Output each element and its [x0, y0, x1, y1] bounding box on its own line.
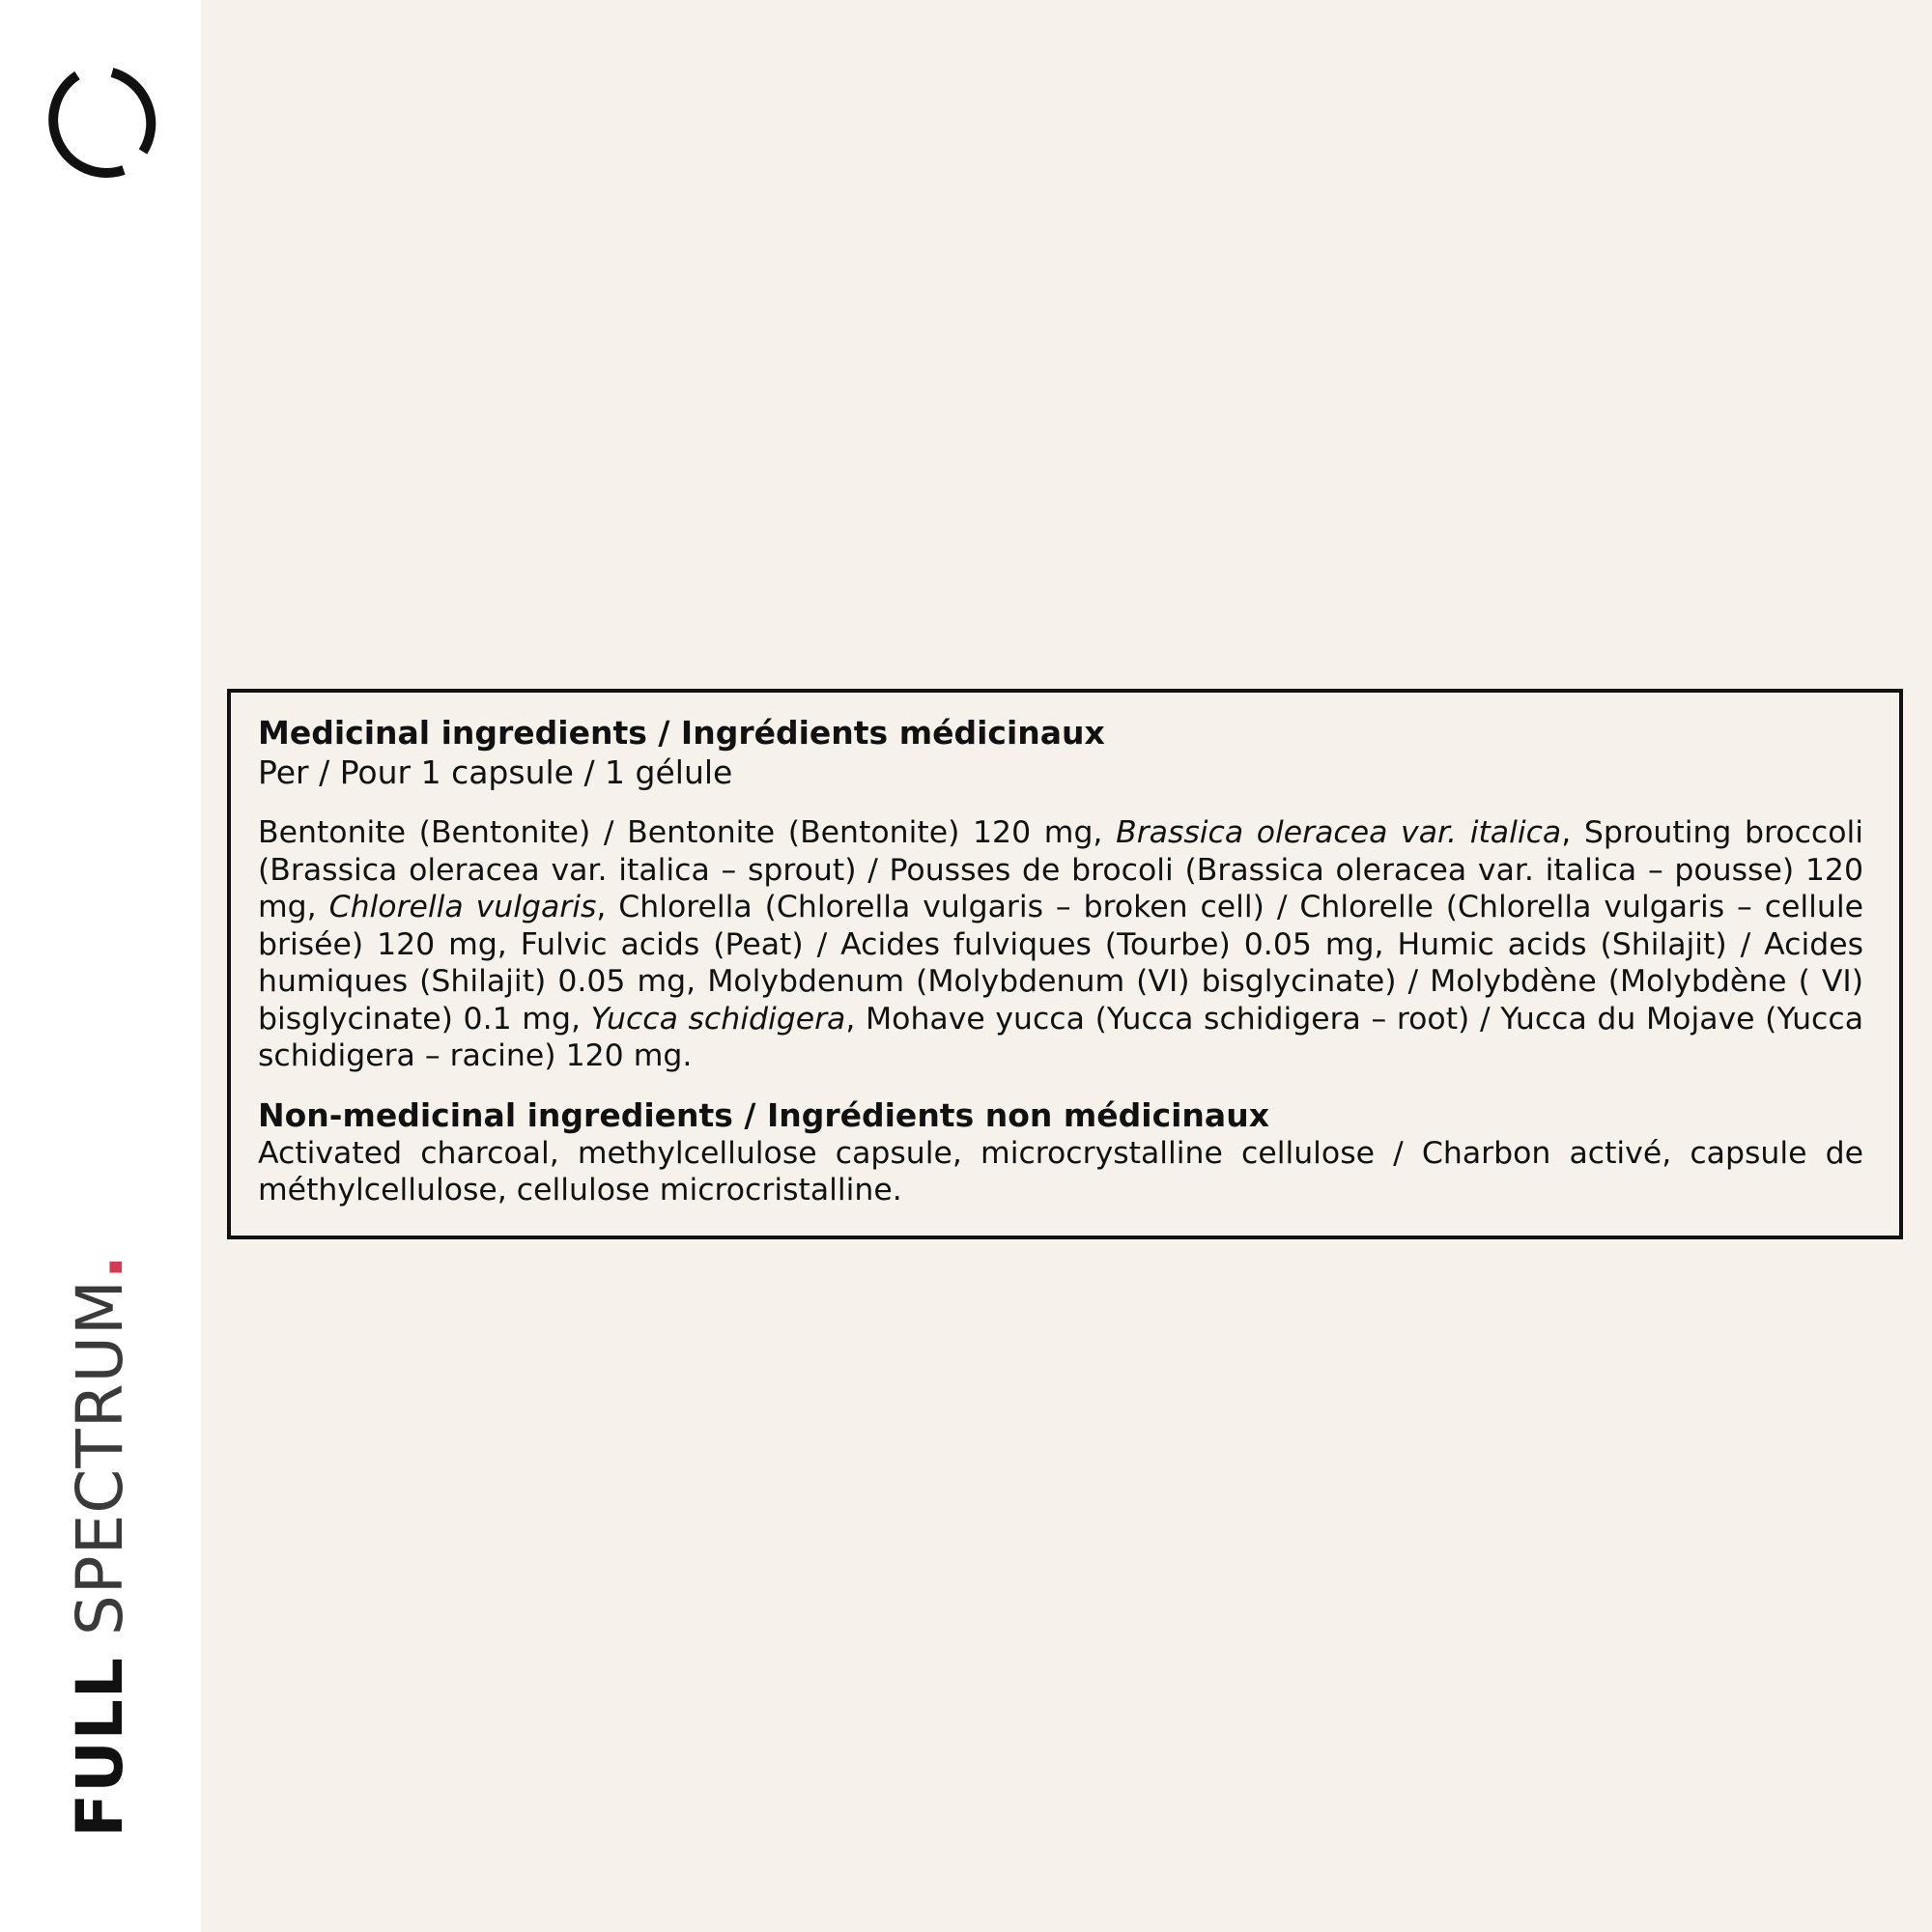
- brand-wordmark-part1: FULL: [63, 1657, 137, 1837]
- ingredient-latin-name: Chlorella vulgaris: [328, 890, 597, 924]
- medicinal-ingredients-text: [258, 814, 1863, 1075]
- dose-line: Per / Pour 1 capsule / 1 gélule: [258, 753, 733, 791]
- ingredient-text: Bentonite (Bentonite) / Bentonite (Bentonite) 120 mg,: [258, 815, 1117, 850]
- ingredient-text: , Mohave yucca (Yucca schidigera – root) / Yucca du Mojave (Yucca schidigera – racine) 120 mg.: [258, 1001, 1863, 1073]
- brand-sidebar: [0, 0, 201, 1932]
- ingredient-latin-name: Yucca schidigera: [590, 1001, 846, 1037]
- brand-wordmark: [63, 1254, 137, 1837]
- open-ring-logo-icon: [41, 64, 160, 184]
- brand-wordmark-part2: SPECTRUM: [63, 1279, 137, 1636]
- medicinal-heading: Medicinal ingredients / Ingrédients médicinaux: [258, 714, 1105, 752]
- ingredients-label: [227, 689, 1903, 1239]
- ingredient-text: , Sprouting broccoli (Brassica oleracea var. italica – sprout) / Pousses de brocoli (Brassica oleracea var. italica – pousse) 120 mg,: [258, 815, 1863, 924]
- non-medicinal-ingredients-text: Activated charcoal, methylcellulose capsule, microcrystalline cellulose / Charbon activé, capsule de méthylcellulose, cellulose microcristalline.: [258, 1135, 1863, 1208]
- brand-wordmark-dot: .: [63, 1254, 137, 1280]
- ingredient-latin-name: Brassica oleracea var. italica: [1116, 815, 1562, 850]
- non-medicinal-heading: Non-medicinal ingredients / Ingrédients non médicinaux: [258, 1095, 1269, 1134]
- ingredient-text: , Chlorella (Chlorella vulgaris – broken cell) / Chlorelle (Chlorella vulgaris – cellule brisée) 120 mg, Fulvic acids (Peat) / Acides fulviques (Tourbe) 0.05 mg, Humic acids (Shilajit) / Acides humiques (Shilajit) 0.05 mg, Molybdenum (Molybdenum (VI) bisglycinate) / Molybdène (Molybdène ( VI) bisglycinate) 0.1 mg,: [258, 890, 1863, 1037]
